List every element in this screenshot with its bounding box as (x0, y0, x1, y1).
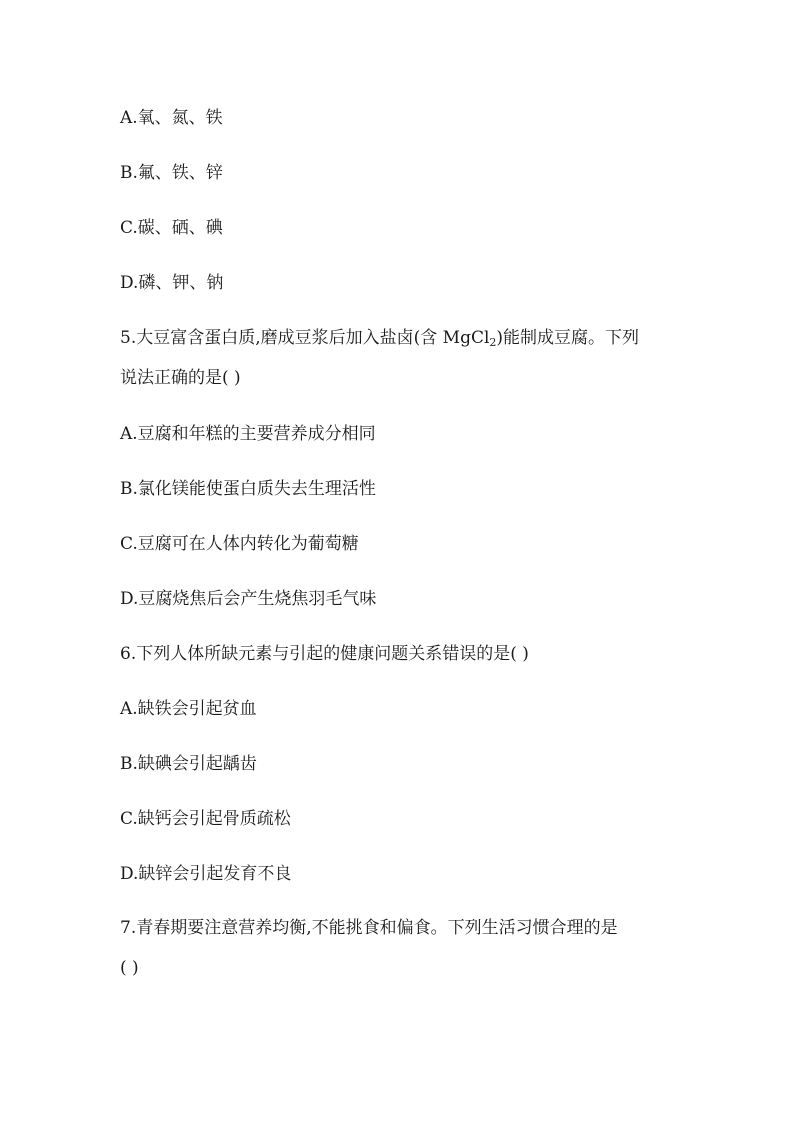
q5-option-c: C.豆腐可在人体内转化为葡萄糖 (120, 534, 359, 554)
q6-stem: 6.下列人体所缺元素与引起的健康问题关系错误的是( ) (120, 644, 529, 664)
q4-option-c: C.碳、硒、碘 (120, 218, 223, 238)
q6-option-c: C.缺钙会引起骨质疏松 (120, 809, 291, 829)
q6-option-d: D.缺锌会引起发育不良 (120, 864, 292, 884)
q6-option-b: B.缺碘会引起龋齿 (120, 754, 257, 774)
q7-stem-line1: 7.青春期要注意营养均衡,不能挑食和偏食。下列生活习惯合理的是 (120, 918, 618, 938)
q5-stem-line2: 说法正确的是( ) (120, 368, 241, 388)
q5-option-b: B.氯化镁能使蛋白质失去生理活性 (120, 479, 376, 499)
q5-formula-subscript: 2 (489, 336, 497, 349)
q4-option-d: D.磷、钾、钠 (120, 273, 224, 293)
q4-option-a: A.氧、氮、铁 (120, 108, 223, 128)
q5-stem-line1 (120, 326, 639, 350)
q7-stem-line2: ( ) (120, 958, 139, 978)
q5-stem-text-before: 5.大豆富含蛋白质,磨成豆浆后加入盐卤(含 MgCl (120, 328, 490, 348)
q5-option-d: D.豆腐烧焦后会产生烧焦羽毛气味 (120, 589, 377, 609)
q6-option-a: A.缺铁会引起贫血 (120, 699, 257, 719)
q4-option-b: B.氟、铁、锌 (120, 163, 223, 183)
q5-option-a: A.豆腐和年糕的主要营养成分相同 (120, 424, 376, 444)
q5-stem-text-after: )能制成豆腐。下列 (496, 328, 640, 348)
